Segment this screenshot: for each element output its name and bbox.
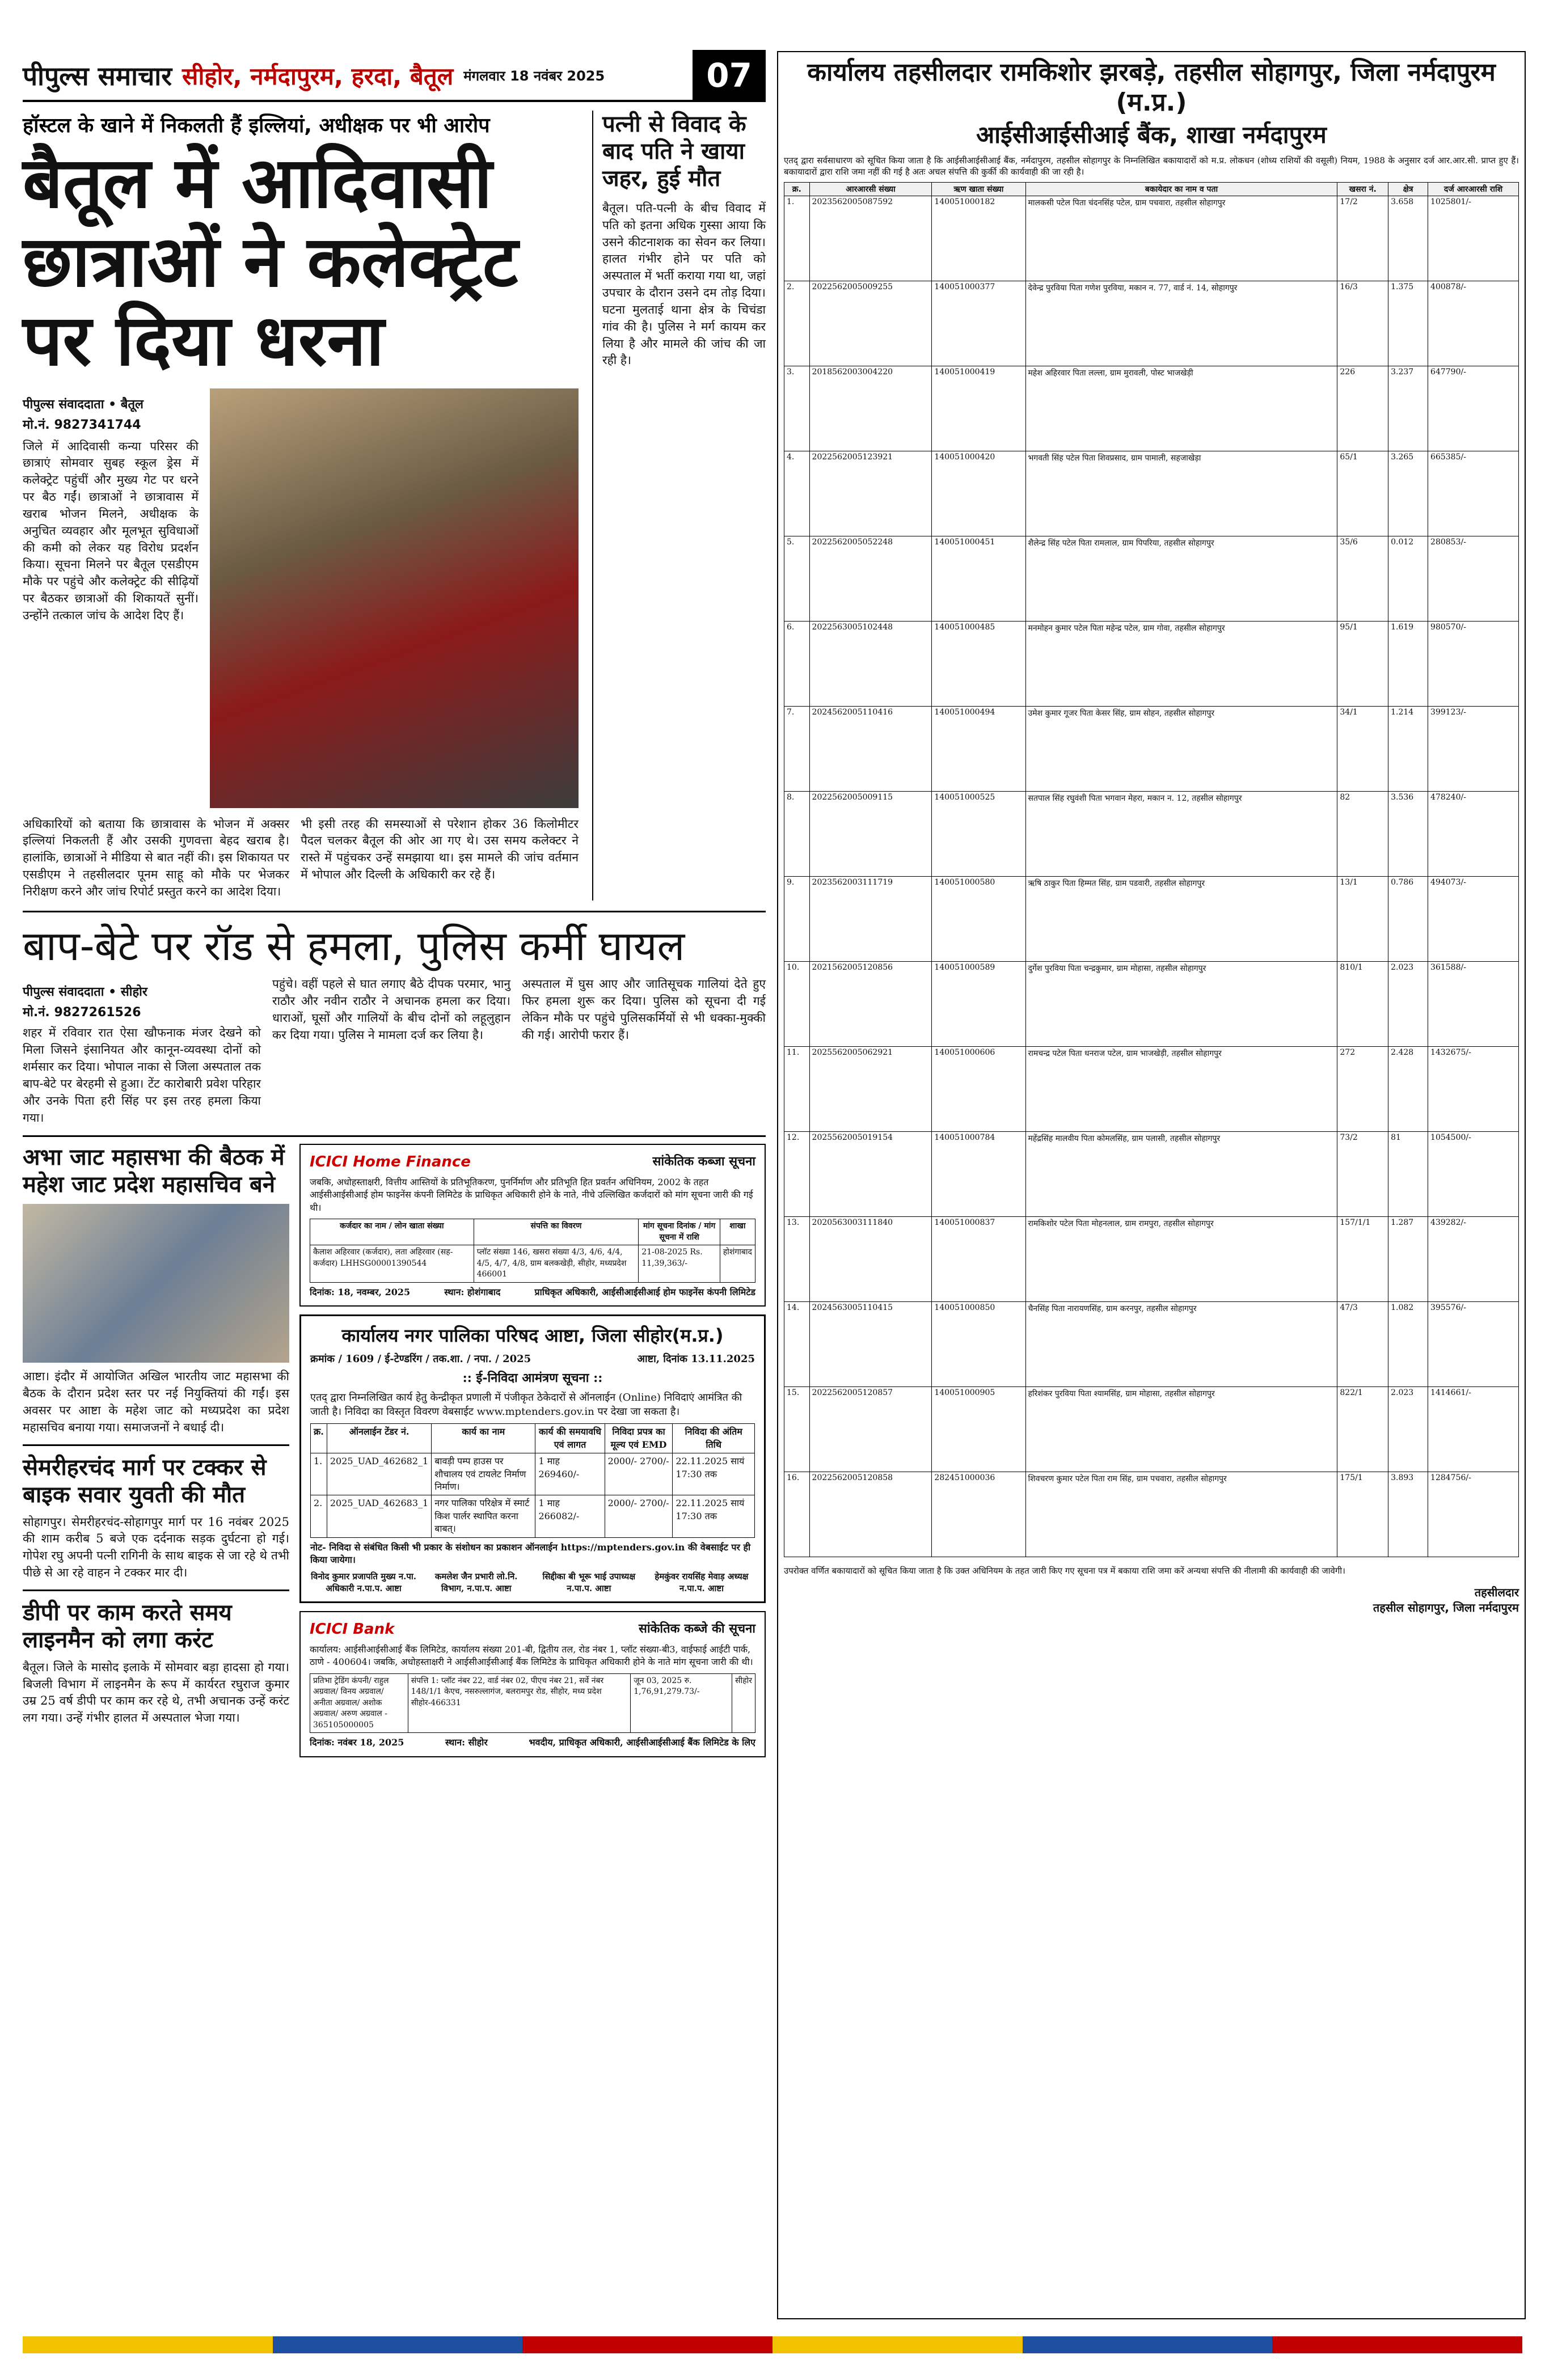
ad-icici-bank [299, 1611, 766, 1757]
table-cell: 140051000589 [932, 962, 1025, 1047]
table-cell: 140051000850 [932, 1302, 1025, 1387]
paper-name: पीपुल्स समाचार [23, 61, 172, 91]
notice-signature [784, 1584, 1519, 1615]
table-cell: 0.786 [1388, 877, 1428, 962]
notice-closing: उपरोक्त वर्णित बकायादारों को सूचित किया जाता है कि उक्त अधिनियम के तहत जारी किए गए सूचना पत्र में बकाया राशि जमा करें अन्यथा संपत्ति की नीलामी की कार्यवाही की जावेगी। [784, 1566, 1345, 1576]
table-row [784, 707, 1519, 792]
table-cell: 2022562005052248 [809, 536, 932, 622]
lead-body-2: अधिकारियों को बताया कि छात्रावास के भोजन में अक्सर इल्लियां निकलती हैं और उसकी गुणवत्ता बेहद खराब है। हालांकि, छात्राओं ने मीडिया से बात नहीं की। इस शिकायत पर एसडीएम ने तहसीलदार पूनम साहू को मौके पर भेजकर निरीक्षण करने और जांच रिपोर्ट प्रस्तुत करने का आदेश दिया। [23, 817, 289, 898]
story-2 [23, 923, 766, 1127]
table-cell: 2. [311, 1495, 327, 1537]
table-cell: 4. [784, 451, 810, 536]
table-row [784, 1132, 1519, 1217]
icici-bank-logo: ICICI Bank [310, 1621, 395, 1638]
table-cell: 95/1 [1337, 622, 1388, 707]
table-cell: 175/1 [1337, 1472, 1388, 1557]
table-cell: 647790/- [1428, 366, 1519, 451]
icici-hf-table [310, 1219, 755, 1283]
ashta-date: आष्टा, दिनांक 13.11.2025 [637, 1353, 755, 1366]
lead-story-row [23, 111, 766, 901]
table-cell: 3.237 [1388, 366, 1428, 451]
table-row [311, 1453, 755, 1495]
notice-title: कार्यालय तहसीलदार रामकिशोर झरबड़े, तहसील सोहागपुर, जिला नर्मदापुरम (म.प्र.) [807, 58, 1496, 117]
official-signature: सिद्दीका बी भूरू भाई उपाध्यक्ष न.पा.प. आष्टा [542, 1571, 636, 1594]
icici-hf-place-footer: स्थान: होशंगाबाद [444, 1286, 501, 1297]
table-cell: 2025562005019154 [809, 1132, 932, 1217]
brief-1-headline: अभा जाट महासभा की बैठक में महेश जाट प्रदेश महासचिव बने [23, 1144, 285, 1198]
masthead [23, 51, 766, 102]
story-2-body-row [23, 976, 766, 1126]
table-cell: 140051000419 [932, 366, 1025, 451]
table-row [784, 1387, 1519, 1472]
table-cell: 140051000784 [932, 1132, 1025, 1217]
divider [23, 1590, 289, 1591]
icici-bank-sign: भवदीय, प्राधिकृत अधिकारी, आईसीआईसीआई बैंक लिमिटेड के लिए [529, 1737, 755, 1748]
notice-intro: एतद् द्वारा सर्वसाधारण को सूचित किया जाता है कि आईसीआईसीआई बैंक, नर्मदापुरम, तहसील सोहागपुर के निम्नलिखित बकायादारों को म.प्र. लोकधन (शोध्य राशियों की वसूली) नियम, 1988 के अनुसार दर्ज आर.आर.सी. प्राप्त हुए हैं। बकायादारों द्वारा राशि जमा नहीं की गई है अतः अचल संपत्ति की कुर्की की कार्यवाही की जा रही है। [784, 155, 1519, 177]
table-cell: 1.619 [1388, 622, 1428, 707]
table-cell: 2024563005110415 [809, 1302, 932, 1387]
lead-photo [210, 388, 579, 808]
table-cell: मनमोहन कुमार पटेल पिता महेन्द्र पटेल, ग्राम गोवा, तहसील सोहागपुर [1025, 622, 1337, 707]
issue-date: मंगलवार 18 नवंबर 2025 [463, 67, 605, 84]
table-cell: 3.658 [1388, 196, 1428, 281]
table-row [784, 281, 1519, 366]
ashta-title: कार्यालय नगर पालिका परिषद आष्टा, जिला सीहोर(म.प्र.) [341, 1325, 724, 1347]
table-header: खसरा नं. [1337, 183, 1388, 196]
brief-1-body: आष्टा। इंदौर में आयोजित अखिल भारतीय जाट महासभा की बैठक के दौरान प्रदेश स्तर पर नई नियुक्तियां की गईं। इस अवसर पर आष्टा के महेश जाट को मध्यप्रदेश का प्रदेश महासचिव बनाया गया। समाजजनों ने बधाई दी। [23, 1369, 289, 1434]
icici-hf-logo: ICICI Home Finance [310, 1153, 471, 1171]
table-cell: 1284756/- [1428, 1472, 1519, 1557]
lead-body: जिले में आदिवासी कन्या परिसर की छात्राएं सोमवार सुबह स्कूल ड्रेस में कलेक्ट्रेट पहुंचीं और मुख्य गेट पर धरने पर बैठ गईं। छात्राओं ने छात्रावास में खराब भोजन मिलने, अधीक्षक के अनुचित व्यवहार और मूलभूत सुविधाओं की कमी को लेकर यह विरोध प्रदर्शन किया। सूचना मिलने पर बैतूल एसडीएम मौके पर पहुंचे और कलेक्ट्रेट की सीढ़ियों पर बैठकर छात्राओं की शिकायतें सुनीं। उन्होंने तत्काल जांच के आदेश दिए हैं। [23, 439, 199, 622]
table-cell: 34/1 [1337, 707, 1388, 792]
table-cell: 1432675/- [1428, 1047, 1519, 1132]
table-cell: 2023562003111719 [809, 877, 932, 962]
table-cell: 2022562005123921 [809, 451, 932, 536]
table-cell: 2018562003004220 [809, 366, 932, 451]
tehsildar-notice [777, 51, 1526, 2319]
table-cell: 478240/- [1428, 792, 1519, 877]
table-cell: 140051000525 [932, 792, 1025, 877]
notice-subtitle: आईसीआईसीआई बैंक, शाखा नर्मदापुरम [976, 120, 1327, 149]
table-cell: 2020563003111840 [809, 1217, 932, 1302]
table-cell: महेश अहिरवार पिता लल्ला, ग्राम मुरावली, पोस्ट भाजखेड़ी [1025, 366, 1337, 451]
table-cell: 9. [784, 877, 810, 962]
lead-kicker: हॉस्टल के खाने में निकलती हैं इल्लियां, अधीक्षक पर भी आरोप [23, 114, 490, 137]
brief-2-headline: सेमरीहरचंद मार्ग पर टक्कर से बाइक सवार युवती की मौत [23, 1454, 267, 1508]
icici-hf-sign: प्राधिकृत अधिकारी, आईसीआईसीआई होम फाइनेंस कंपनी लिमिटेड [534, 1286, 755, 1297]
ad-ashta-tender [299, 1314, 766, 1603]
icici-hf-date: 21-08-2025 Rs. 11,39,363/- [639, 1245, 720, 1283]
divider [23, 1135, 766, 1137]
table-cell: 395576/- [1428, 1302, 1519, 1387]
table-cell: 2000/- 2700/- [605, 1495, 673, 1537]
table-header: निविदा प्रपत्र का मूल्य एवं EMD [605, 1424, 673, 1453]
table-cell: चैनसिंह पिता नारायणसिंह, ग्राम करनपुर, तहसील सोहागपुर [1025, 1302, 1337, 1387]
table-cell: 439282/- [1428, 1217, 1519, 1302]
icici-hf-col-date: मांग सूचना दिनांक / मांग सूचना में राशि [639, 1219, 720, 1245]
table-header: कार्य की समयावधि एवं लागत [535, 1424, 605, 1453]
ashta-officials [310, 1571, 755, 1595]
official-signature: हेमकुंवर रायसिंह मेवाड़ अध्यक्ष न.पा.प. आष्टा [655, 1571, 749, 1594]
table-cell: शैलेन्द्र सिंह पटेल पिता रामलाल, ग्राम पिपरिया, तहसील सोहागपुर [1025, 536, 1337, 622]
ashta-table [310, 1423, 755, 1537]
table-cell: 226 [1337, 366, 1388, 451]
table-row [784, 536, 1519, 622]
table-cell: 157/1/1 [1337, 1217, 1388, 1302]
table-cell: 280853/- [1428, 536, 1519, 622]
page-number: 07 [693, 50, 766, 101]
table-cell: 12. [784, 1132, 810, 1217]
table-cell: 2023562005087592 [809, 196, 932, 281]
icici-bank-date: जून 03, 2025 रु. 1,76,91,279.73/- [631, 1673, 732, 1733]
brief-2-body: सोहागपुर। सेमरीहरचंद-सोहागपुर मार्ग पर 16 नवंबर 2025 की शाम करीब 5 बजे एक दर्दनाक सड़क दुर्घटना हो गई। गोपेश रघु अपनी पत्नी रागिनी के साथ बाइक से जा रहे थे तभी पीछे से आ रहे वाहन ने टक्कर मार दी। [23, 1515, 289, 1580]
table-header: बकायेदार का नाम व पता [1025, 183, 1337, 196]
lead-body-3: भी इसी तरह की समस्याओं से परेशान होकर 36 किलोमीटर पैदल चलकर बैतूल की ओर आ गए थे। उस समय कलेक्टर ने रास्ते में पहुंचकर उन्हें समझाया था। इस मामले की जांच वर्तमान में भोपाल और दिल्ली के अधिकारी कर रहे हैं। [301, 817, 579, 882]
table-cell: 16/3 [1337, 281, 1388, 366]
icici-hf-col-property: संपत्ति का विवरण [474, 1219, 639, 1245]
lead-body-row [23, 388, 579, 808]
table-cell: 140051000494 [932, 707, 1025, 792]
table-row [784, 1302, 1519, 1387]
story-2-col-1 [23, 976, 261, 1126]
table-cell: 7. [784, 707, 810, 792]
table-row [784, 877, 1519, 962]
lead-col-1 [23, 388, 199, 808]
table-cell: 2022562005120857 [809, 1387, 932, 1472]
footer-bar-segment [772, 2336, 1023, 2353]
table-row [310, 1245, 755, 1283]
table-cell: 5. [784, 536, 810, 622]
table-cell: 65/1 [1337, 451, 1388, 536]
notice-sign-title: तहसीलदार [1474, 1586, 1519, 1600]
table-cell: 140051000580 [932, 877, 1025, 962]
story-2-headline: बाप-बेटे पर रॉड से हमला, पुलिस कर्मी घायल [23, 921, 685, 970]
table-cell: 980570/- [1428, 622, 1519, 707]
lead-byline: पीपुल्स संवाददाता • बैतूल [23, 397, 143, 412]
table-cell: सतपाल सिंह रघुवंशी पिता भगवान मेहरा, मकान न. 12, तहसील सोहागपुर [1025, 792, 1337, 877]
table-cell: 47/3 [1337, 1302, 1388, 1387]
table-cell: 2022562005009255 [809, 281, 932, 366]
table-row [784, 1217, 1519, 1302]
table-cell: 140051000451 [932, 536, 1025, 622]
official-signature: कमलेश जैन प्रभारी लो.नि. विभाग, न.पा.प. आष्टा [434, 1571, 518, 1594]
table-cell: 81 [1388, 1132, 1428, 1217]
ashta-note: नोट- निविदा से संबंधित किसी भी प्रकार के संशोधन का प्रकाशन ऑनलाईन https://mptenders.gov.in की वेबसाईट पर ही किया जायेगा। [310, 1541, 751, 1565]
table-cell: 1 माह 269460/- [535, 1453, 605, 1495]
table-cell: 1054500/- [1428, 1132, 1519, 1217]
table-header: ऋण खाता संख्या [932, 183, 1025, 196]
icici-hf-col-borrower: कर्जदार का नाम / लोन खाता संख्या [310, 1219, 474, 1245]
divider [23, 911, 766, 912]
footer-bar-segment [1272, 2336, 1522, 2353]
table-cell: 1025801/- [1428, 196, 1519, 281]
table-cell: 3.536 [1388, 792, 1428, 877]
table-cell: 140051000485 [932, 622, 1025, 707]
table-cell: 13. [784, 1217, 810, 1302]
table-cell: 361588/- [1428, 962, 1519, 1047]
icici-bank-branch: सीहोर [732, 1673, 755, 1733]
side-story-body: बैतूल। पति-पत्नी के बीच विवाद में पति को इतना अधिक गुस्सा आया कि उसने कीटनाशक का सेवन कर लिया। हालत गंभीर होने पर पति को अस्पताल में भर्ती कराया गया था, जहां उपचार के दौरान उसने दम तोड़ दिया। घटना मुलताई थाना क्षेत्र के चिचंडा गांव की है। पुलिस ने मर्ग कायम कर लिया है और मामले की जांच की जा रही है। [602, 201, 766, 367]
table-cell: रामकिशोर पटेल पिता मोहनलाल, ग्राम रामपुरा, तहसील सोहागपुर [1025, 1217, 1337, 1302]
ashta-table-head [311, 1424, 755, 1453]
table-cell: 2022562005120858 [809, 1472, 932, 1557]
table-cell: ऋषि ठाकुर पिता हिम्मत सिंह, ग्राम पडवारी, तहसील सोहागपुर [1025, 877, 1337, 962]
table-cell: 2.023 [1388, 1387, 1428, 1472]
table-cell: 16. [784, 1472, 810, 1557]
table-cell: 2024562005110416 [809, 707, 932, 792]
table-cell: 272 [1337, 1047, 1388, 1132]
table-header: क्र. [784, 183, 810, 196]
table-cell: 13/1 [1337, 877, 1388, 962]
side-story-headline: पत्नी से विवाद के बाद पति ने खाया जहर, हुई मौत [602, 111, 746, 192]
table-cell: 400878/- [1428, 281, 1519, 366]
table-cell: 0.012 [1388, 536, 1428, 622]
ashta-subtitle: :: ई-निविदा आमंत्रण सूचना :: [462, 1371, 603, 1386]
table-cell: 15. [784, 1387, 810, 1472]
table-cell: 1.375 [1388, 281, 1428, 366]
table-cell: भगवती सिंह पटेल पिता शिवप्रसाद, ग्राम पामाली, सहजाखेड़ा [1025, 451, 1337, 536]
story-2-body-3: अस्पताल में घुस आए और जातिसूचक गालियां देते हुए फिर हमला शुरू कर दिया। पुलिस को सूचना दी गई लेकिन मौके पर पहुंचे पुलिसकर्मियों से भी धक्का-मुक्की की गई। आरोपी फरार हैं। [522, 977, 766, 1042]
table-cell: 6. [784, 622, 810, 707]
table-header: आरआरसी संख्या [809, 183, 932, 196]
table-cell: 2022563005102448 [809, 622, 932, 707]
table-cell: महेंद्रसिंह मालवीय पिता कोमलसिंह, ग्राम पलासी, तहसील सोहागपुर [1025, 1132, 1337, 1217]
lead-photo-wrap [210, 388, 579, 808]
table-cell: रामचन्द्र पटेल पिता धनराज पटेल, ग्राम भाजखेड़ी, तहसील सोहागपुर [1025, 1047, 1337, 1132]
table-cell: 2025_UAD_462682_1 [327, 1453, 431, 1495]
table-cell: 11. [784, 1047, 810, 1132]
lead-story [23, 111, 579, 901]
lead-headline: बैतूल में आदिवासी छात्राओं ने कलेक्ट्रेट पर दिया धरना [23, 142, 518, 382]
icici-hf-body: जबकि, अधोहस्ताक्षरी, वित्तीय आस्तियों के प्रतिभूतिकरण, पुनर्निर्माण और प्रतिभूति हित प्रवर्तन अधिनियम, 2002 के तहत आईसीआईसीआई होम फाइनेंस कंपनी लिमिटेड के प्राधिकृत अधिकारी होने के नाते, नीचे उल्लिखित कर्जदारों को मांग सूचना जारी की गई थी। [310, 1176, 753, 1213]
edition-label: सीहोर, नर्मदापुरम, हरदा, बैतूल [182, 62, 454, 90]
table-cell: 2000/- 2700/- [605, 1453, 673, 1495]
table-header: क्र. [311, 1424, 327, 1453]
table-cell: 140051000182 [932, 196, 1025, 281]
notice-table-head [784, 183, 1519, 196]
notice-table [784, 182, 1519, 1557]
table-cell: 494073/- [1428, 877, 1519, 962]
icici-bank-place-footer: स्थान: सीहोर [445, 1737, 488, 1748]
table-cell: मालकसी पटेल पिता चंदनसिंह पटेल, ग्राम पचवारा, तहसील सोहागपुर [1025, 196, 1337, 281]
table-row [784, 1472, 1519, 1557]
table-cell: 1.214 [1388, 707, 1428, 792]
notice-sign-place: तहसील सोहागपुर, जिला नर्मदापुरम [1373, 1601, 1519, 1615]
table-row [784, 622, 1519, 707]
icici-bank-table [310, 1673, 755, 1734]
table-cell: 10. [784, 962, 810, 1047]
story-2-byline: पीपुल्स संवाददाता • सीहोर [23, 985, 147, 1000]
table-cell: 2025562005062921 [809, 1047, 932, 1132]
icici-bank-title: सांकेतिक कब्जे की सूचना [638, 1622, 755, 1637]
official-signature: विनोद कुमार प्रजापति मुख्य न.पा. अधिकारी न.पा.प. आष्टा [311, 1571, 417, 1594]
icici-hf-property: प्लॉट संख्या 146, खसरा संख्या 4/3, 4/6, 4/4, 4/5, 4/7, 4/8, ग्राम बलकखेड़ी, सीहोर, मध्यप्रदेश 466001 [474, 1245, 639, 1283]
table-cell: उमेश कुमार गूजर पिता केसर सिंह, ग्राम सोहन, तहसील सोहागपुर [1025, 707, 1337, 792]
table-cell: 2. [784, 281, 810, 366]
lead-body-row-2 [23, 816, 579, 901]
table-cell: 1414661/- [1428, 1387, 1519, 1472]
table-cell: 22.11.2025 सायं 17:30 तक [673, 1495, 755, 1537]
icici-hf-col-branch: शाखा [720, 1219, 755, 1245]
table-row [784, 962, 1519, 1047]
table-row [784, 451, 1519, 536]
table-row [784, 1047, 1519, 1132]
story-2-body-2: पहुंचे। वहीं पहले से घात लगाए बैठे दीपक परमार, भानु राठौर और नवीन राठौर ने अचानक हमला कर दिया। धाराओं, घूसों और गालियों के बीच दोनों को लहूलुहान कर दिया गया। पुलिस ने मामला दर्ज कर लिया है। [272, 977, 510, 1042]
table-cell: नगर पालिका परिक्षेत्र में स्मार्ट किश पार्लर स्थापित करना बाबत्। [432, 1495, 535, 1537]
table-cell: 140051000837 [932, 1217, 1025, 1302]
table-cell: 822/1 [1337, 1387, 1388, 1472]
table-cell: 140051000905 [932, 1387, 1025, 1472]
icici-bank-date-footer: दिनांक: नवंबर 18, 2025 [310, 1737, 404, 1748]
table-cell: 1.287 [1388, 1217, 1428, 1302]
icici-bank-borrower: प्रतिभा ट्रेडिंग कंपनी/ राहुल अग्रवाल/ विनय अग्रवाल/ अनीता अग्रवाल/ अशोक अग्रवाल/ अरुण अग्रवाल - 365105000005 [310, 1673, 408, 1733]
table-header: क्षेत्र [1388, 183, 1428, 196]
table-header: दर्ज आरआरसी राशि [1428, 183, 1519, 196]
table-cell: 82 [1337, 792, 1388, 877]
table-cell: 1 माह 266082/- [535, 1495, 605, 1537]
table-cell: 810/1 [1337, 962, 1388, 1047]
brief-3-headline: डीपी पर काम करते समय लाइनमैन को लगा करंट [23, 1599, 232, 1653]
table-cell: 140051000420 [932, 451, 1025, 536]
lead-mobile: मो.नं. 9827341744 [23, 417, 141, 432]
table-header: निविदा की अंतिम तिथि [673, 1424, 755, 1453]
icici-hf-branch: होशंगाबाद [720, 1245, 755, 1283]
table-row [784, 366, 1519, 451]
table-cell: दुर्गेश पुरविया पिता चन्द्रकुमार, ग्राम मोहासा, तहसील सोहागपुर [1025, 962, 1337, 1047]
footer-bar-segment [1023, 2336, 1273, 2353]
icici-hf-title: सांकेतिक कब्जा सूचना [652, 1155, 755, 1169]
table-header: कार्य का नाम [432, 1424, 535, 1453]
table-cell: 2022562005009115 [809, 792, 932, 877]
briefs-column [23, 1144, 289, 1757]
ashta-ref: क्रमांक / 1609 / ई-टेण्डरिंग / तक.शा. / नपा. / 2025 [310, 1353, 531, 1366]
footer-color-bar [23, 2336, 1522, 2353]
table-cell: 2021562005120856 [809, 962, 932, 1047]
side-story [592, 111, 766, 901]
footer-bar-segment [23, 2336, 273, 2353]
table-cell: 399123/- [1428, 707, 1519, 792]
lower-section [23, 1144, 766, 1757]
table-cell: 140051000377 [932, 281, 1025, 366]
table-cell: 282451000036 [932, 1472, 1025, 1557]
story-2-mobile: मो.नं. 9827261526 [23, 1005, 141, 1020]
table-cell: 14. [784, 1302, 810, 1387]
table-row [311, 1495, 755, 1537]
table-cell: 22.11.2025 सायं 17:30 तक [673, 1453, 755, 1495]
table-row [310, 1673, 755, 1733]
table-cell: 8. [784, 792, 810, 877]
table-cell: 140051000606 [932, 1047, 1025, 1132]
footer-bar-segment [273, 2336, 523, 2353]
table-cell: देवेन्द्र पुरविया पिता गणेश पुरविया, मकान न. 77, वार्ड नं. 14, सोहागपुर [1025, 281, 1337, 366]
icici-bank-body: कार्यालय: आईसीआईसीआई बैंक लिमिटेड, कार्यालय संख्या 201-बी, द्वितीय तल, रोड नंबर 1, प्लॉट संख्या-बी3, वाईफाई आईटी पार्क, ठाणे - 400604। जबकि, अधोहस्ताक्षरी ने आईसीआईसीआई बैंक लिमिटेड के प्राधिकृत अधिकारी होने के नाते मांग सूचना जारी की थी। [310, 1643, 753, 1668]
table-header: ऑनलाईन टेंडर नं. [327, 1424, 431, 1453]
ashta-body: एतद् द्वारा निम्नलिखित कार्य हेतु केन्द्रीकृत प्रणाली में पंजीकृत ठेकेदारों से ऑनलाईन (Online) निविदाएं आमंत्रित की जाती है। निविदा का विस्तृत विवरण वेबसाईट www.mptenders.gov.in पर देखा जा सकता है। [310, 1392, 742, 1418]
table-cell: शिवचरण कुमार पटेल पिता राम सिंह, ग्राम पचवारा, तहसील सोहागपुर [1025, 1472, 1337, 1557]
table-cell: 2025_UAD_462683_1 [327, 1495, 431, 1537]
icici-hf-date-footer: दिनांक: 18, नवम्बर, 2025 [310, 1286, 411, 1297]
table-cell: 2.023 [1388, 962, 1428, 1047]
table-cell: 3.893 [1388, 1472, 1428, 1557]
table-cell: 73/2 [1337, 1132, 1388, 1217]
story-2-body: शहर में रविवार रात ऐसा खौफनाक मंजर देखने को मिला जिसने इंसानियत और कानून-व्यवस्था दोनों को शर्मसार कर दिया। भोपाल नाका से जिला अस्पताल तक बाप-बेटे पर बेरहमी से हुआ। टेंट कारोबारी प्रवेश परिहार और उनके पिता हरी सिंह पर इस तरह हमला किया गया। [23, 1026, 261, 1125]
table-cell: बावड़ी पम्प हाउस पर शौचालय एवं टायलेट निर्माण निर्माण। [432, 1453, 535, 1495]
table-cell: हरिशंकर पुरविया पिता श्यामसिंह, ग्राम मोहासा, तहसील सोहागपुर [1025, 1387, 1337, 1472]
footer-bar-segment [522, 2336, 772, 2353]
ads-column [299, 1144, 766, 1757]
table-row [784, 196, 1519, 281]
table-cell: 665385/- [1428, 451, 1519, 536]
brief-1-photo [23, 1204, 289, 1363]
table-cell: 35/6 [1337, 536, 1388, 622]
icici-bank-property: संपत्ति 1: प्लॉट नंबर 22, वार्ड नंबर 02, पीएच नंबर 21, सर्वे नंबर 148/1/1 केएच, नसरुल्लागंज, बलरामपुर रोड, सीहोर, मध्य प्रदेश सीहोर-466331 [408, 1673, 631, 1733]
icici-hf-borrower: कैलाश अहिरवार (कर्जदार), लता अहिरवार (सह-कर्जदार) LHHSG00001390544 [310, 1245, 474, 1283]
ad-icici-home-finance [299, 1144, 766, 1307]
table-cell: 3. [784, 366, 810, 451]
divider [23, 1444, 289, 1446]
table-cell: 3.265 [1388, 451, 1428, 536]
table-row [784, 792, 1519, 877]
brief-3-body: बैतूल। जिले के मासोद इलाके में सोमवार बड़ा हादसा हो गया। बिजली विभाग में लाइनमैन के रूप में कार्यरत रघुराज कुमार उम्र 25 वर्ष डीपी पर काम कर रहे थे, तभी अचानक उन्हें करंट लग गया। उन्हें गंभीर हालत में अस्पताल भेजा गया। [23, 1660, 289, 1725]
table-cell: 1.082 [1388, 1302, 1428, 1387]
table-cell: 1. [784, 196, 810, 281]
table-cell: 17/2 [1337, 196, 1388, 281]
table-cell: 2.428 [1388, 1047, 1428, 1132]
table-cell: 1. [311, 1453, 327, 1495]
left-column [23, 111, 766, 1757]
